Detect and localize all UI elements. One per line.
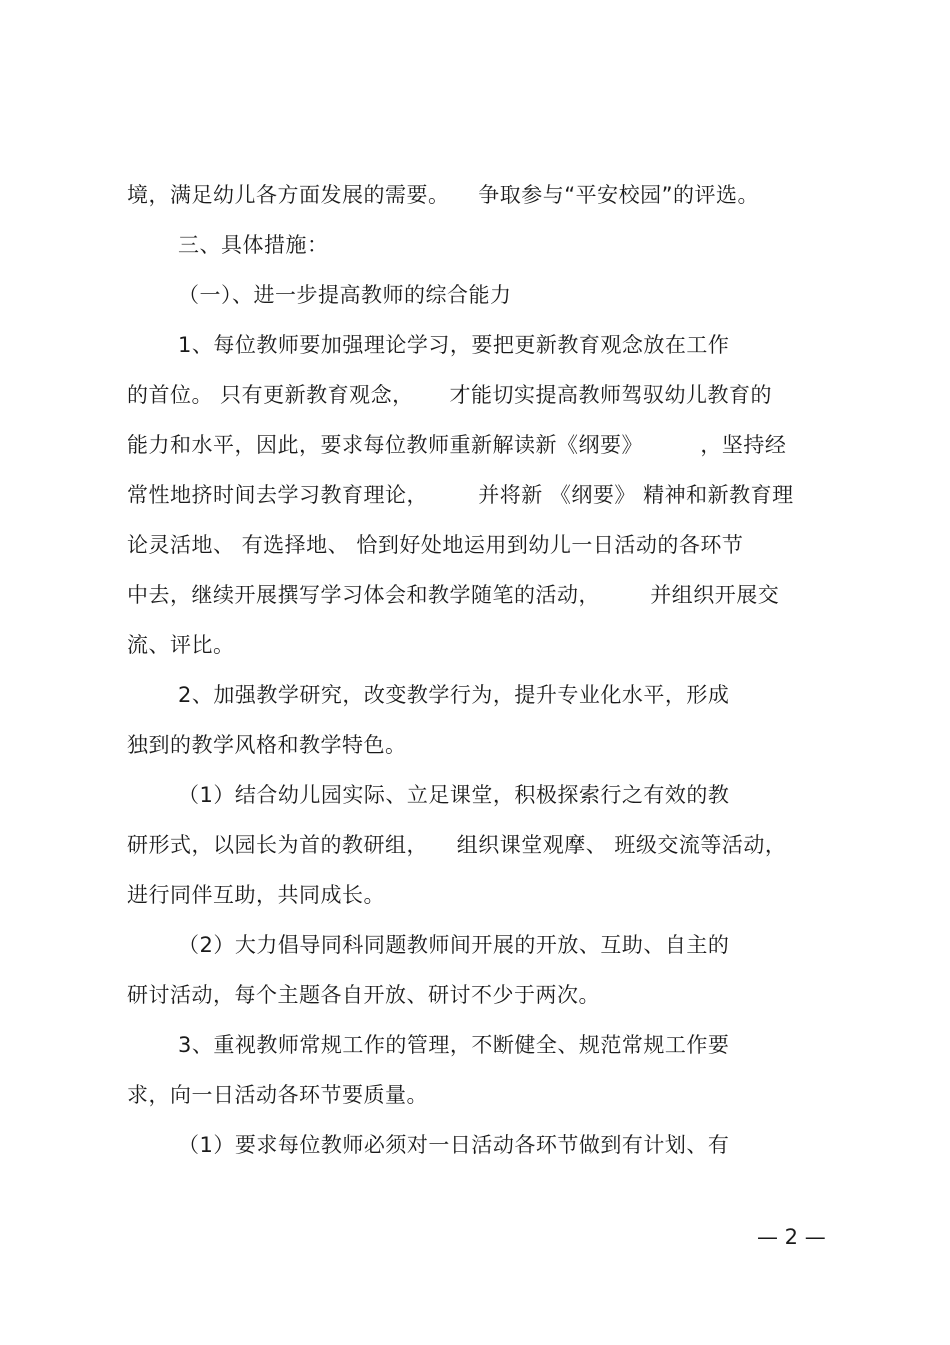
text-line-7: 常性地挤时间去学习教育理论， 并将新 《纲要》 精神和新教育理 <box>127 483 794 507</box>
text-line-15: 进行同伴互助，共同成长。 <box>127 883 385 907</box>
text-line-4: 1、每位教师要加强理论学习，要把更新教育观念放在工作 <box>178 333 730 357</box>
text-line-1: 境，满足幼儿各方面发展的需要。 争取参与“平安校园”的评选。 <box>127 183 759 207</box>
text-line-20: （1）要求每位教师必须对一日活动各环节做到有计划、有 <box>178 1133 730 1157</box>
section-heading: 三、具体措施： <box>178 233 329 257</box>
text-line-13: （1）结合幼儿园实际、立足课堂，积极探索行之有效的教 <box>178 783 730 807</box>
page-number: — 2 — <box>757 1225 826 1249</box>
text-line-9: 中去，继续开展撰写学习体会和教学随笔的活动， 并组织开展交 <box>127 583 780 607</box>
text-line-6: 能力和水平，因此，要求每位教师重新解读新《纲要》 ，坚持经 <box>127 433 787 457</box>
text-line-19: 求，向一日活动各环节要质量。 <box>127 1083 428 1107</box>
text-line-12: 独到的教学风格和教学特色。 <box>127 733 407 757</box>
text-line-5: 的首位。 只有更新教育观念， 才能切实提高教师驾驭幼儿教育的 <box>127 383 773 407</box>
text-line-14: 研形式，以园长为首的教研组， 组织课堂观摩、 班级交流等活动， <box>127 833 787 857</box>
text-line-17: 研讨活动，每个主题各自开放、研讨不少于两次。 <box>127 983 600 1007</box>
text-line-8: 论灵活地、 有选择地、 恰到好处地运用到幼儿一日活动的各环节 <box>127 533 744 557</box>
text-line-18: 3、重视教师常规工作的管理，不断健全、规范常规工作要 <box>178 1033 730 1057</box>
text-line-10: 流、评比。 <box>127 633 235 657</box>
text-line-16: （2）大力倡导同科同题教师间开展的开放、互助、自主的 <box>178 933 730 957</box>
text-line-11: 2、加强教学研究，改变教学行为，提升专业化水平，形成 <box>178 683 730 707</box>
subsection-heading: （一）、进一步提高教师的综合能力 <box>178 283 512 307</box>
